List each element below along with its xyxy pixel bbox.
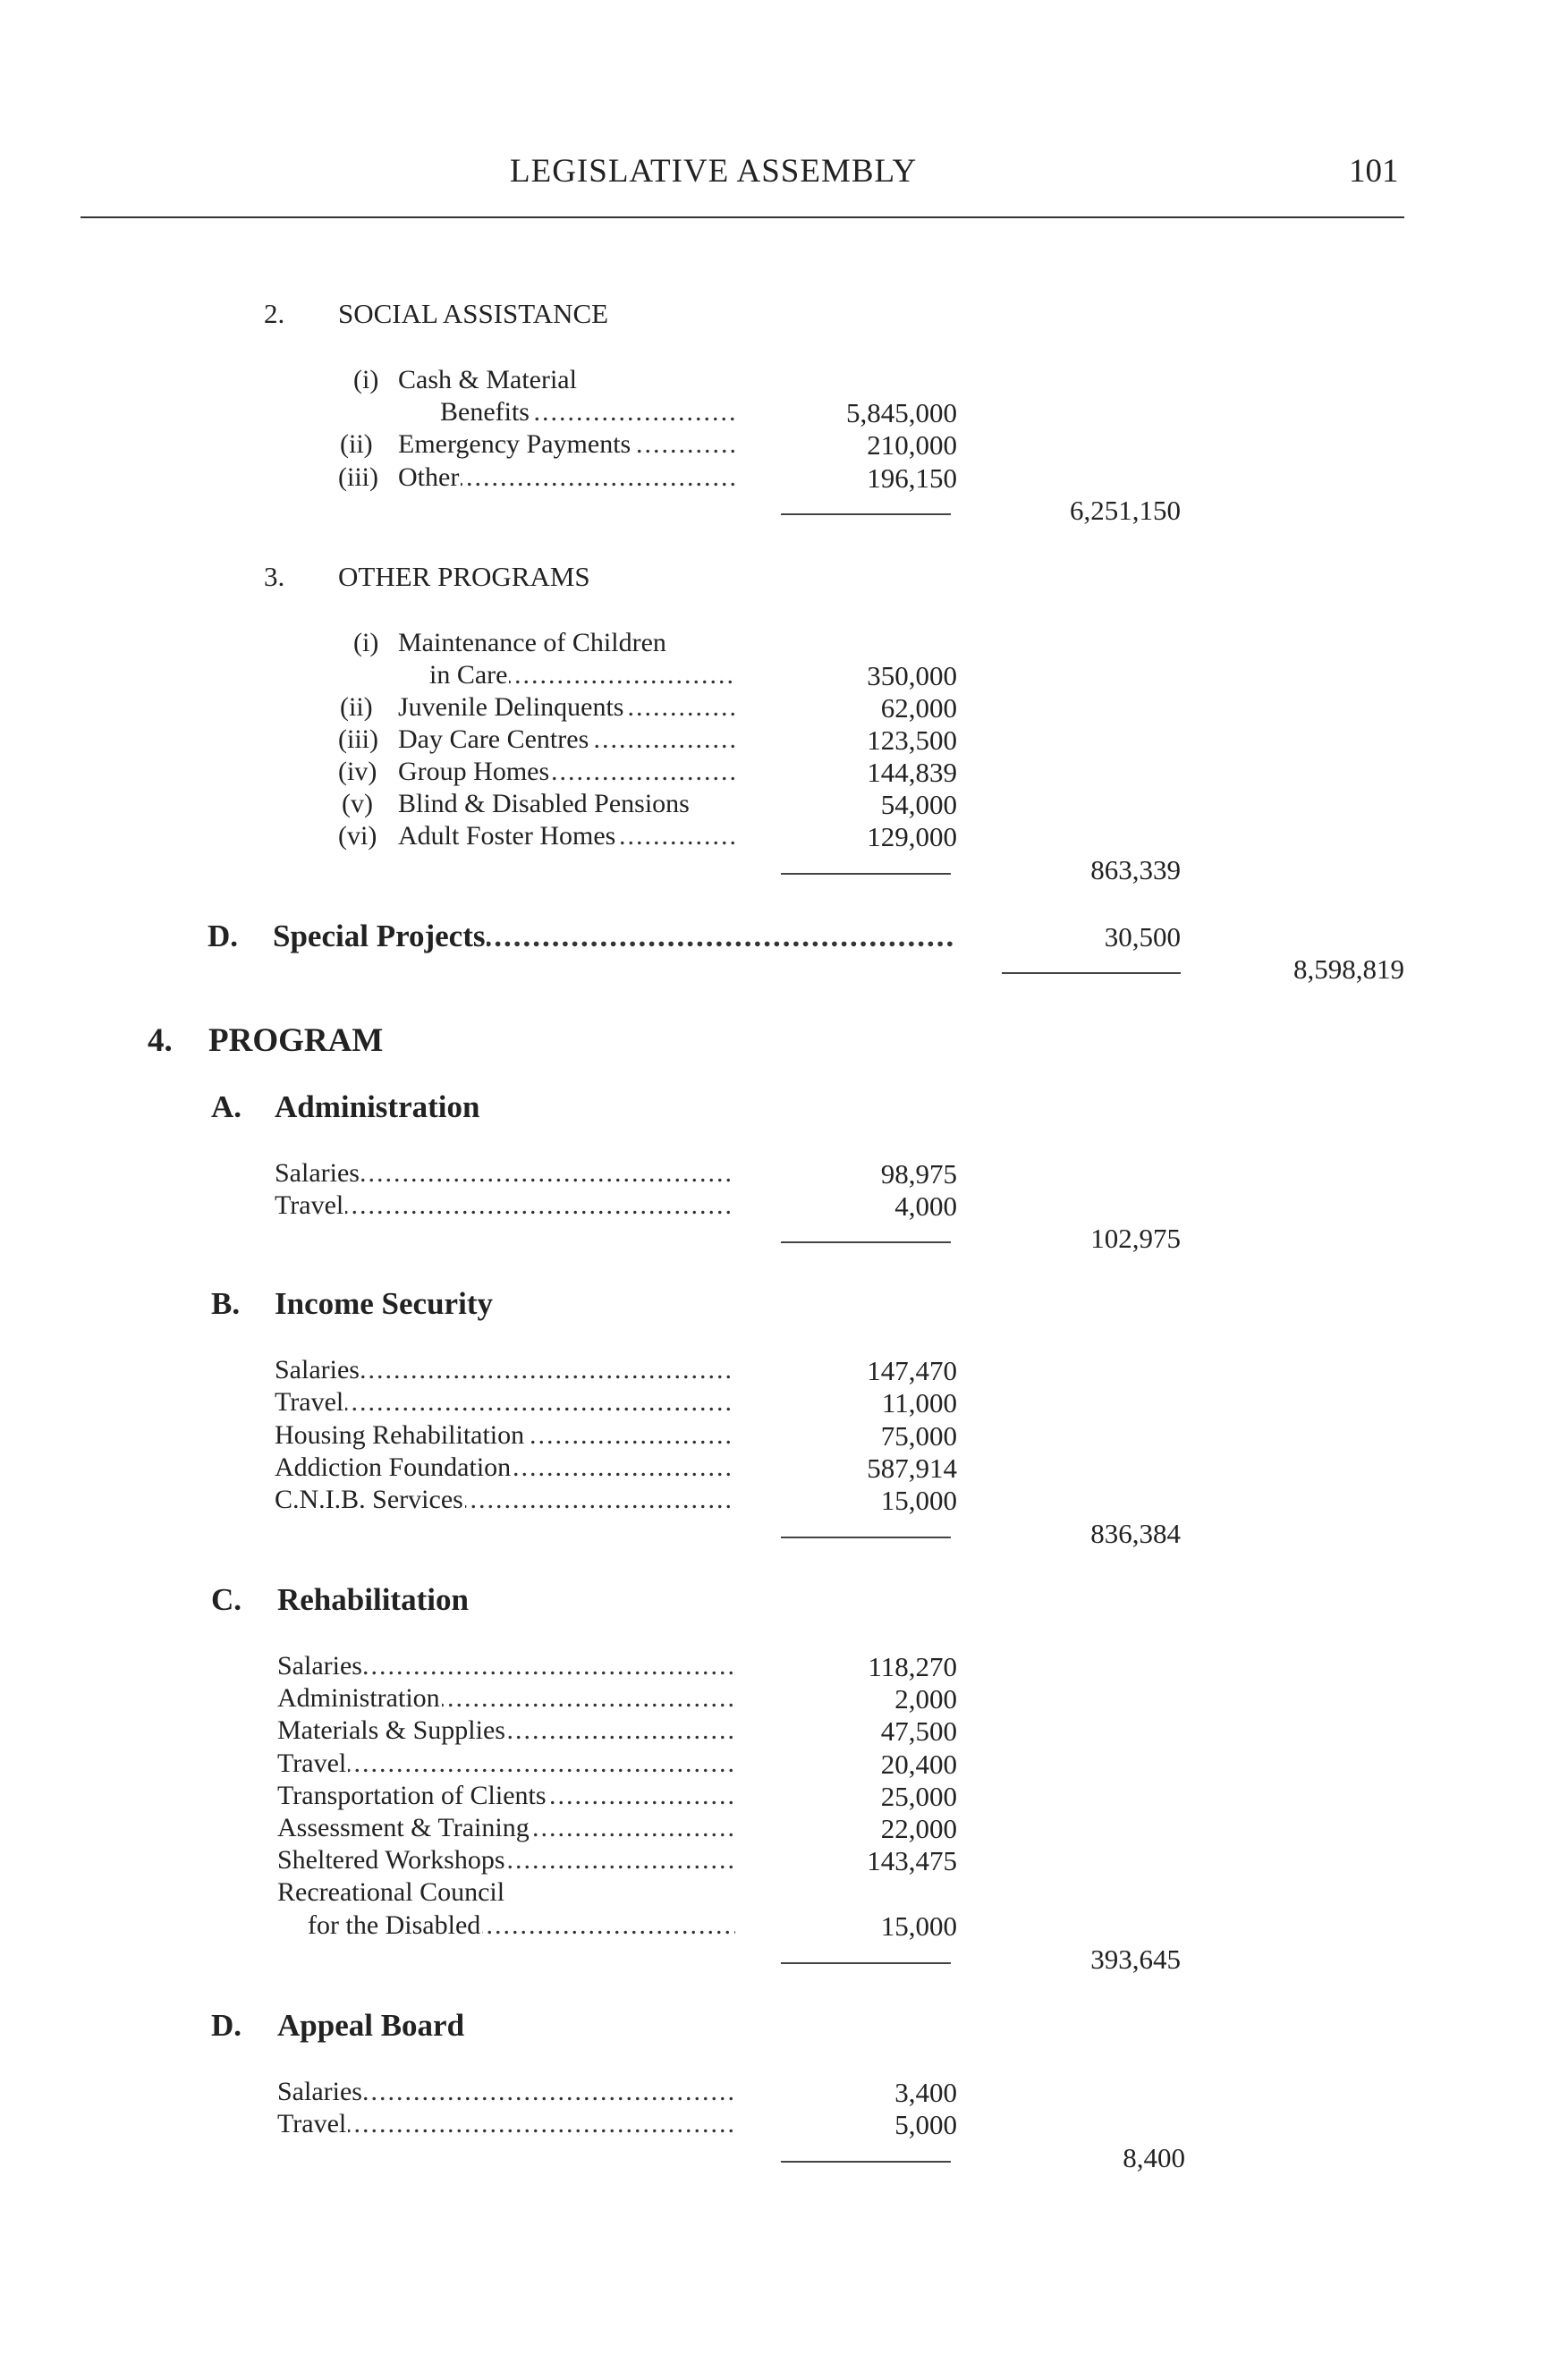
subsection-letter: A. bbox=[211, 1089, 242, 1124]
page-title: LEGISLATIVE ASSEMBLY bbox=[510, 153, 918, 190]
grand-total-amount: 8,598,819 bbox=[1293, 953, 1404, 985]
subtotal-rule bbox=[781, 1962, 951, 1964]
line-item-label: C.N.I.B. Services ..... bbox=[275, 1485, 735, 1515]
line-item-amount: 20,400 bbox=[880, 1749, 957, 1780]
line-item-label: Travel ..... bbox=[275, 1190, 735, 1221]
subtotal-rule bbox=[781, 1537, 951, 1538]
item-label: Juvenile Delinquents ..... bbox=[398, 692, 735, 723]
item-amount: 54,000 bbox=[880, 789, 957, 820]
subtotal-amount: 393,645 bbox=[1090, 1943, 1181, 1975]
line-item-label: Housing Rehabilitation ..... bbox=[275, 1420, 735, 1451]
subsection-letter: D. bbox=[211, 2008, 242, 2043]
line-item-label: Travel ..... bbox=[277, 2109, 735, 2139]
subtotal-rule bbox=[781, 1241, 951, 1243]
item-amount: 144,839 bbox=[867, 757, 957, 788]
item-label: Blind & Disabled Pensions bbox=[398, 789, 690, 818]
line-item-amount: 2,000 bbox=[894, 1683, 957, 1715]
line-item-label: Travel ..... bbox=[275, 1387, 735, 1418]
subtotal-rule bbox=[781, 2161, 951, 2163]
line-item-label-line: for the Disabled ..... bbox=[308, 1910, 735, 1941]
line-item-amount: 75,000 bbox=[880, 1420, 957, 1452]
item-roman: (v) bbox=[342, 789, 373, 818]
subtotal-amount: 8,400 bbox=[1123, 2142, 1185, 2173]
item-roman: (ii) bbox=[340, 692, 373, 722]
item-label: Adult Foster Homes ..... bbox=[398, 821, 735, 851]
line-item-amount: 143,475 bbox=[867, 1845, 957, 1876]
item-roman: (iii) bbox=[338, 462, 378, 492]
subtotal-amount: 102,975 bbox=[1090, 1223, 1181, 1254]
subtotal-rule bbox=[1002, 972, 1181, 974]
item-label: Group Homes ..... bbox=[398, 757, 735, 787]
line-item-label: Materials & Supplies ..... bbox=[277, 1715, 735, 1746]
line-item-amount: 11,000 bbox=[881, 1387, 957, 1418]
line-item-label: Salaries ..... bbox=[277, 1651, 735, 1681]
subtotal-rule bbox=[781, 513, 951, 515]
header-rule bbox=[81, 216, 1404, 218]
item-label: Other ..... bbox=[398, 462, 735, 493]
item-amount: 123,500 bbox=[867, 724, 957, 756]
subsection-heading: Appeal Board bbox=[277, 2008, 465, 2043]
section-heading: SOCIAL ASSISTANCE bbox=[338, 298, 609, 329]
line-item-label: Transportation of Clients ..... bbox=[277, 1781, 735, 1811]
subsection-heading: Rehabilitation bbox=[277, 1582, 469, 1617]
line-item-amount: 587,914 bbox=[867, 1452, 957, 1484]
item-amount: 196,150 bbox=[867, 462, 957, 494]
item-label: Day Care Centres ..... bbox=[398, 724, 735, 755]
line-item-amount: 147,470 bbox=[867, 1355, 957, 1386]
section-number: 3. bbox=[264, 561, 285, 592]
line-item-amount: 118,270 bbox=[868, 1651, 957, 1682]
special-projects-letter: D. bbox=[208, 919, 239, 953]
line-item-label: Salaries ..... bbox=[277, 2077, 735, 2107]
subsection-heading: Income Security bbox=[275, 1286, 493, 1321]
item-roman: (ii) bbox=[340, 429, 373, 459]
line-item-amount: 25,000 bbox=[880, 1781, 957, 1812]
section-number: 2. bbox=[264, 298, 285, 329]
item-label: Cash & Material bbox=[398, 365, 577, 394]
subtotal-amount: 836,384 bbox=[1090, 1518, 1181, 1549]
program-number: 4. bbox=[148, 1022, 173, 1059]
line-item-label: Sheltered Workshops ..... bbox=[277, 1845, 735, 1876]
item-label-line: Benefits ..... bbox=[440, 397, 735, 428]
item-amount: 210,000 bbox=[867, 429, 957, 461]
item-roman: (iii) bbox=[338, 724, 378, 754]
item-roman: (vi) bbox=[338, 821, 377, 851]
subsection-heading: Administration bbox=[275, 1089, 480, 1124]
line-item-amount: 4,000 bbox=[894, 1190, 957, 1222]
line-item-label: Salaries ..... bbox=[275, 1158, 735, 1189]
line-item-label: Addiction Foundation ..... bbox=[275, 1452, 735, 1483]
line-item-amount: 98,975 bbox=[880, 1158, 957, 1190]
line-item-label: Salaries ..... bbox=[275, 1355, 735, 1385]
item-roman: (i) bbox=[353, 628, 379, 657]
subtotal-amount: 863,339 bbox=[1090, 854, 1181, 885]
item-roman: (iv) bbox=[338, 757, 377, 786]
subtotal-rule bbox=[781, 873, 951, 875]
item-amount: 129,000 bbox=[867, 821, 957, 852]
special-projects-label: Special Projects ..... bbox=[273, 919, 953, 954]
item-label-line: in Care ..... bbox=[429, 660, 735, 690]
line-item-amount: 47,500 bbox=[880, 1715, 957, 1747]
line-item-amount: 22,000 bbox=[880, 1813, 957, 1844]
item-amount: 5,845,000 bbox=[846, 397, 957, 428]
line-item-amount: 15,000 bbox=[880, 1485, 957, 1516]
subtotal-amount: 6,251,150 bbox=[1070, 495, 1181, 526]
line-item-amount: 15,000 bbox=[880, 1910, 957, 1942]
line-item-amount: 3,400 bbox=[894, 2077, 957, 2108]
line-item-label: Assessment & Training ..... bbox=[277, 1813, 735, 1843]
section-heading: OTHER PROGRAMS bbox=[338, 561, 590, 592]
page-number: 101 bbox=[1349, 153, 1399, 190]
line-item-label: Travel ..... bbox=[277, 1749, 735, 1779]
item-amount: 62,000 bbox=[880, 692, 957, 724]
line-item-label: Administration ..... bbox=[277, 1683, 735, 1714]
line-item-amount: 5,000 bbox=[894, 2109, 957, 2140]
item-label: Maintenance of Children bbox=[398, 628, 666, 657]
subsection-letter: C. bbox=[211, 1582, 242, 1617]
item-label: Emergency Payments ..... bbox=[398, 429, 735, 460]
item-roman: (i) bbox=[353, 365, 379, 394]
item-amount: 350,000 bbox=[867, 660, 957, 691]
line-item-label: Recreational Council bbox=[277, 1877, 505, 1907]
subsection-letter: B. bbox=[211, 1286, 241, 1321]
special-projects-amount: 30,500 bbox=[1104, 921, 1181, 953]
program-heading: PROGRAM bbox=[208, 1022, 384, 1059]
